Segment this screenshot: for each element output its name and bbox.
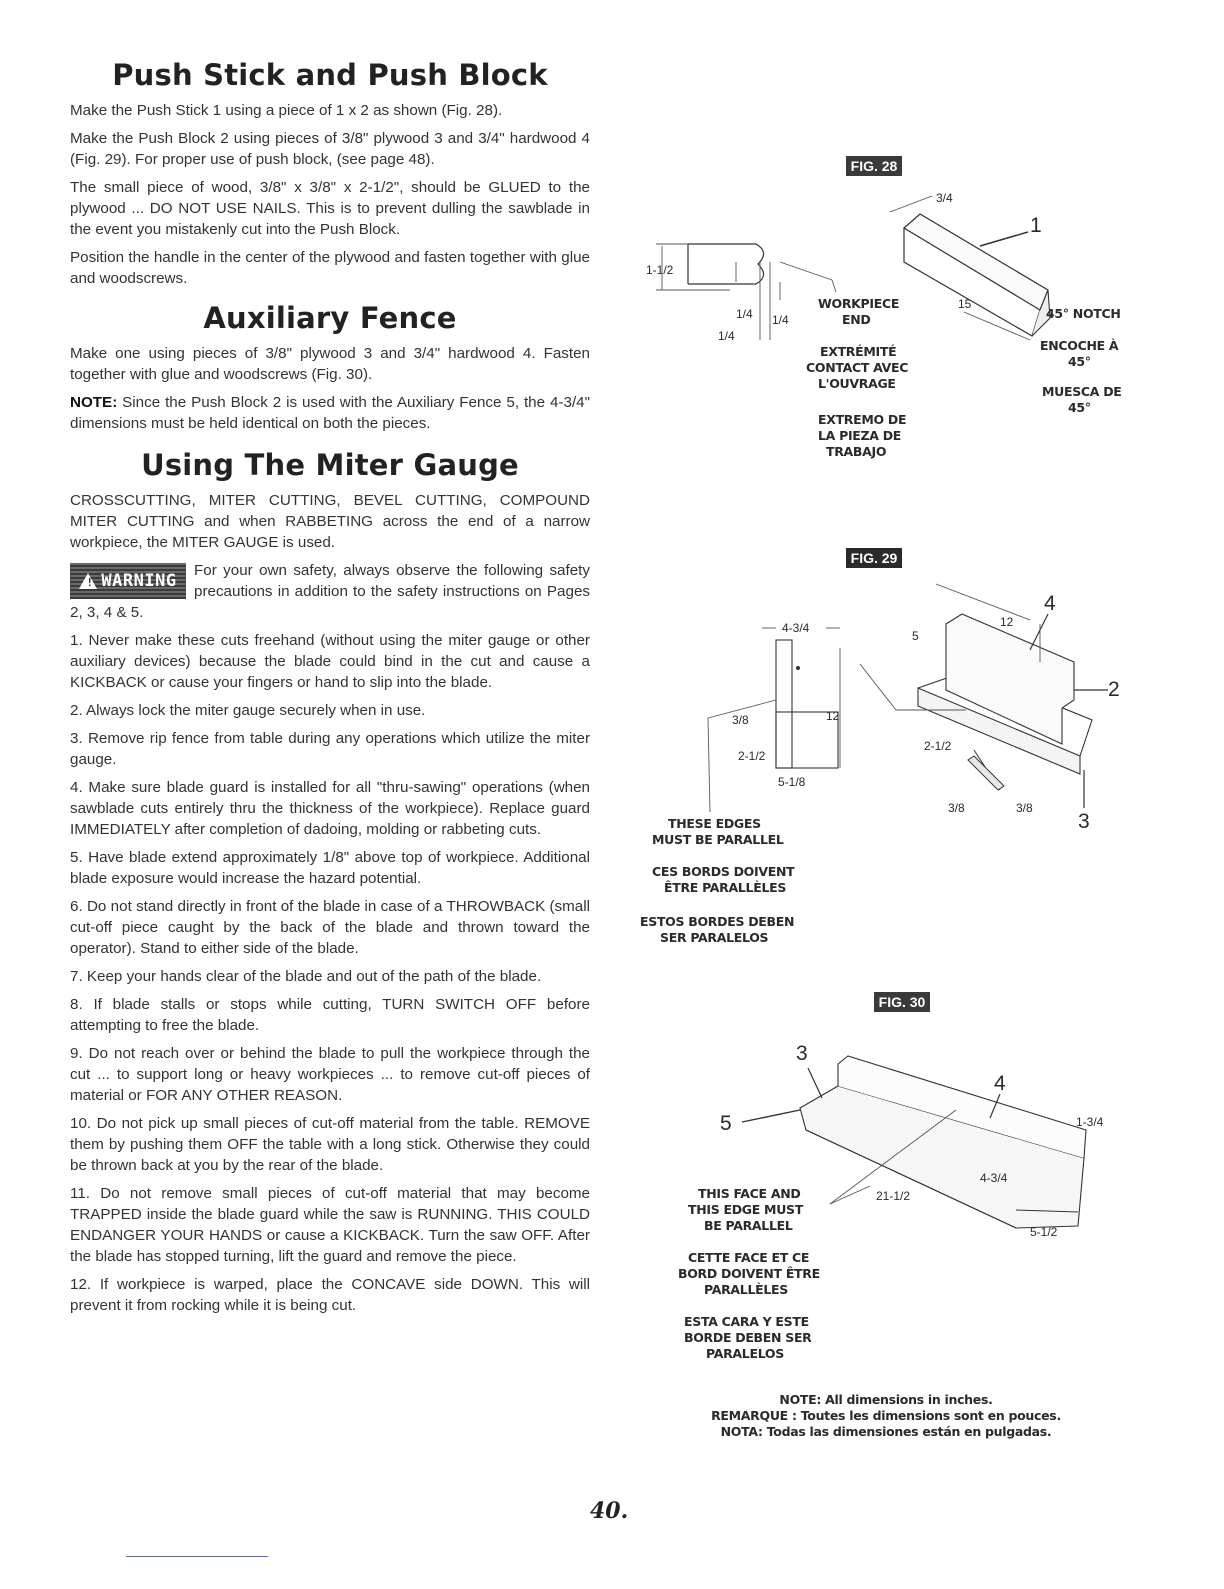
push-paragraph-4: Position the handle in the center of the plywood and fasten together with glue and woodscrews. [70, 249, 590, 287]
fig29-edges-en-1: THESE EDGES [668, 816, 761, 831]
fig28-workpiece-fr-3: L'OUVRAGE [818, 376, 896, 391]
fig28-notch-es-1: MUESCA DE [1042, 384, 1122, 399]
rule-item: 7. Keep your hands clear of the blade and out of the path of the blade. [70, 968, 542, 985]
fig28-end-profile [688, 244, 764, 284]
fig30-face-es-2: BORDE DEBEN SER [684, 1330, 812, 1345]
fig30-face-en-2: THIS EDGE MUST [688, 1202, 803, 1217]
rule-item: 10. Do not pick up small pieces of cut-off material from the table. REMOVE them by pushing them OFF the table with a long stick. Otherwise they could be thrown back at you by the rear of the blade. [70, 1115, 590, 1174]
fig28-dim-34: 3/4 [936, 191, 953, 205]
fig30-label: FIG. 30 [878, 994, 926, 1010]
rule-item: 11. Do not remove small pieces of cut-off material that may become TRAPPED inside the blade guard while the saw is RUNNING. THIS COULD ENDANGER YOUR HANDS or cause a KICKBACK. Turn the saw OFF. After the blade has stopped turning, lift the guard and remove the piece. [70, 1185, 590, 1265]
note-en: NOTE: All dimensions in inches. [779, 1392, 993, 1407]
fig29-label: FIG. 29 [850, 550, 898, 566]
note-fr: REMARQUE : Toutes les dimensions sont en pouces. [711, 1408, 1061, 1423]
fig30-face-fr-2: BORD DOIVENT ÊTRE [678, 1266, 820, 1281]
fig30-dim-434: 4-3/4 [980, 1171, 1008, 1185]
fig29-dim-38a: 3/8 [732, 713, 749, 727]
fig28-part-1: 1 [1030, 214, 1042, 237]
fig28-workpiece-fr-1: EXTRÉMITÉ [820, 344, 897, 359]
rule-item: 3. Remove rip fence from table during any operations which utilize the miter gauge. [70, 730, 590, 768]
fig29-edges-fr-1: CES BORDS DOIVENT [652, 864, 795, 879]
fig28-workpiece-en-2: END [842, 312, 871, 327]
fig29-dim-5: 5 [912, 629, 919, 643]
fig29-edges-fr-2: ÊTRE PARALLÈLES [664, 880, 787, 895]
rule-item: 1. Never make these cuts freehand (without using the miter gauge or other auxiliary devices) because the blade could bind in the cut and cause a KICKBACK or cause your fingers or hand to slip into the blade. [70, 632, 590, 691]
fig28-workpiece-es-2: LA PIEZA DE [818, 428, 902, 443]
fig29-dim-12b: 12 [1000, 615, 1014, 629]
fig28-dim-14a: 1/4 [736, 307, 753, 321]
rule-item: 12. If workpiece is warped, place the CONCAVE side DOWN. This will prevent it from rocking while it is being cut. [70, 1276, 590, 1314]
section-title-push: Push Stick and Push Block [112, 58, 548, 92]
fig30-diagram [678, 992, 1104, 1361]
fig30-dim-2112: 21-1/2 [876, 1189, 911, 1203]
fig28-workpiece-es-1: EXTREMO DE [818, 412, 907, 427]
fig28-notch-fr-1: ENCOCHE À [1040, 338, 1119, 353]
warning-text: For your own safety, always observe the following safety precautions in addition to the safety instructions on Pages 2, 3, 4 & 5. [70, 562, 590, 621]
fig28-dim-14b: 1/4 [772, 313, 789, 327]
fig29-part-2: 2 [1108, 678, 1120, 701]
fig29-edges-en-2: MUST BE PARALLEL [652, 832, 784, 847]
fig29-dim-518: 5-1/8 [778, 775, 806, 789]
aux-paragraph-1: Make one using pieces of 3/8" plywood 3 and 3/4" hardwood 4. Fasten together with glue and woodscrews (Fig. 30). [70, 345, 590, 383]
fig29-dim-212a: 2-1/2 [738, 749, 766, 763]
fig28-dim-15: 15 [958, 297, 972, 311]
fig29-dim-212b: 2-1/2 [924, 739, 952, 753]
fig30-face-en-1: THIS FACE AND [698, 1186, 801, 1201]
fig30-part-3: 3 [796, 1042, 808, 1065]
page-number: 40. [590, 1498, 629, 1524]
miter-paragraph-1: CROSSCUTTING, MITER CUTTING, BEVEL CUTTING, COMPOUND MITER CUTTING and when RABBETING across the end of a narrow workpiece, the MITER GAUGE is used. [70, 492, 590, 551]
fig30-face-es-1: ESTA CARA Y ESTE [684, 1314, 809, 1329]
fig29-edges-es-2: SER PARALELOS [660, 930, 769, 945]
footer-rule [126, 1556, 268, 1557]
fig29-dim-38c: 3/8 [1016, 801, 1033, 815]
fig30-dim-134: 1-3/4 [1076, 1115, 1104, 1129]
fig29-part-3: 3 [1078, 810, 1090, 833]
fig28-notch-en: 45° NOTCH [1046, 306, 1121, 321]
fig29-side-handle [776, 640, 792, 768]
fig30-dim-512: 5-1/2 [1030, 1225, 1058, 1239]
push-paragraph-1: Make the Push Stick 1 using a piece of 1 x 2 as shown (Fig. 28). [70, 102, 503, 119]
warning-label: WARNING [101, 571, 177, 591]
note-text: Since the Push Block 2 is used with the Auxiliary Fence 5, the 4-3/4" dimensions must be held identical on both the pieces. [70, 394, 590, 432]
fig30-face-fr-1: CETTE FACE ET CE [688, 1250, 810, 1265]
fig28-push-stick [904, 214, 1048, 310]
fig29-edges-es-1: ESTOS BORDES DEBEN [640, 914, 795, 929]
fig29-dim-38b: 3/8 [948, 801, 965, 815]
fig28-dim-14c: 1/4 [718, 329, 735, 343]
fig30-face-en-3: BE PARALLEL [704, 1218, 793, 1233]
rule-item: 9. Do not reach over or behind the blade to pull the workpiece through the cut ... to support long or heavy workpieces ... to remove cut-off pieces of material or FOR ANY OTHER REASON. [70, 1045, 590, 1104]
fig29-part-4: 4 [1044, 592, 1056, 615]
fig29-dim-434: 4-3/4 [782, 621, 810, 635]
rule-item: 2. Always lock the miter gauge securely when in use. [70, 702, 426, 719]
section-title-miter: Using The Miter Gauge [141, 448, 519, 482]
fig30-part-4: 4 [994, 1072, 1006, 1095]
section-title-aux: Auxiliary Fence [203, 301, 457, 335]
note-label: NOTE: [70, 394, 118, 411]
fig28-dim-112: 1-1/2 [646, 263, 674, 277]
rule-item: 4. Make sure blade guard is installed for all "thru-sawing" operations (when sawblade cuts entirely thru the thickness of the workpiece). Replace guard IMMEDIATELY after completion of dadoing, molding or rabbeting cuts. [70, 779, 590, 838]
fig29-diagram [640, 548, 1120, 945]
fig28-diagram [646, 156, 1122, 459]
rule-item: 5. Have blade extend approximately 1/8" above top of workpiece. Additional blade exposure would increase the hazard potential. [70, 849, 590, 887]
fig30-face-es-3: PARALELOS [706, 1346, 784, 1361]
fig29-strip [968, 756, 1004, 790]
fig28-label: FIG. 28 [850, 158, 898, 174]
fig30-face-fr-3: PARALLÈLES [704, 1282, 788, 1297]
push-paragraph-3: The small piece of wood, 3/8" x 3/8" x 2-1/2", should be GLUED to the plywood ... DO NOT USE NAILS. This is to prevent dulling the sawblade in the event you mistakenly cut into the Push Block. [70, 179, 590, 238]
fig28-notch-es-2: 45° [1068, 400, 1091, 415]
fig29-dim-12a: 12 [826, 709, 840, 723]
fig30-part-5: 5 [720, 1112, 732, 1135]
rule-item: 8. If blade stalls or stops while cutting, TURN SWITCH OFF before attempting to free the blade. [70, 996, 590, 1034]
note-es: NOTA: Todas las dimensiones están en pulgadas. [720, 1424, 1052, 1439]
fig28-workpiece-fr-2: CONTACT AVEC [806, 360, 909, 375]
rule-item: 6. Do not stand directly in front of the blade in case of a THROWBACK (small cut-off piece caught by the back of the blade and thrown toward the operator). Stand to either side of the blade. [70, 898, 590, 957]
fig28-notch-fr-2: 45° [1068, 354, 1091, 369]
fig28-workpiece-en-1: WORKPIECE [818, 296, 900, 311]
push-paragraph-2: Make the Push Block 2 using pieces of 3/8" plywood 3 and 3/4" hardwood 4 (Fig. 29). For proper use of push block, (see page 48). [70, 130, 590, 168]
fig28-workpiece-es-3: TRABAJO [826, 444, 887, 459]
warning-triangle-icon: ! [79, 573, 97, 589]
